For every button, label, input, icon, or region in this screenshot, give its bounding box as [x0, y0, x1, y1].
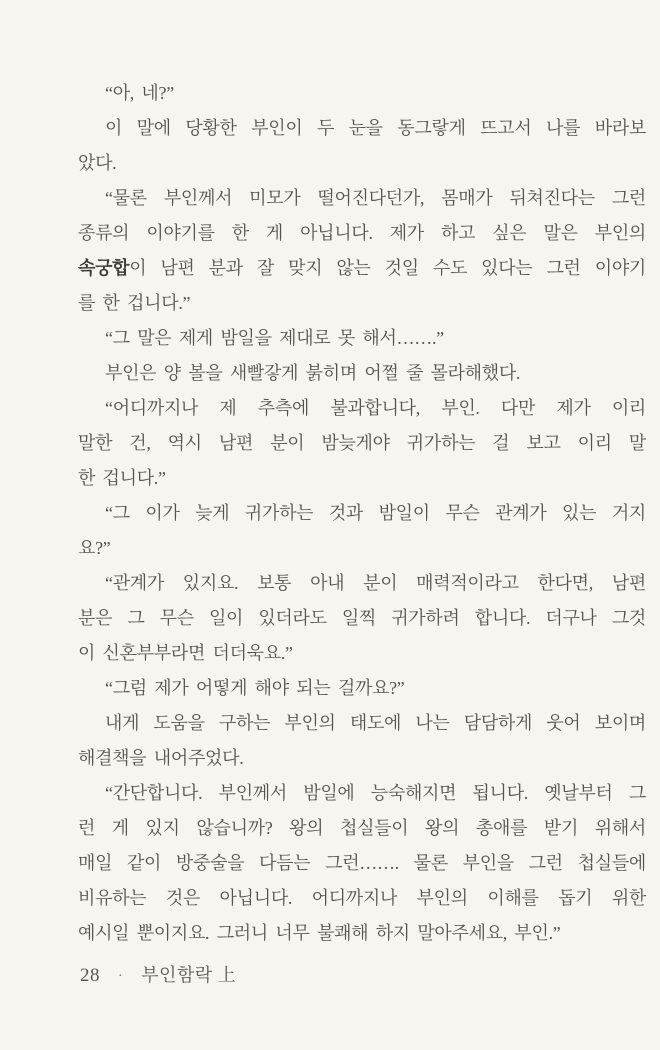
body-line	[78, 216, 646, 251]
body-line	[78, 146, 646, 181]
text-segment: “간단합니다. 부인께서 밤일에 능숙해지면 됩니다. 옛날부터 그	[105, 783, 646, 803]
text-segment: 를 한 겁니다.”	[78, 293, 191, 313]
text-segment: 예시일 뿐이지요. 그러니 너무 불쾌해 하지 말아주세요, 부인.”	[78, 923, 561, 943]
body-line	[78, 811, 646, 846]
text-segment: 종류의 이야기를 한 게 아닙니다. 제가 하고 싶은 말은 부인의	[78, 223, 646, 243]
text-segment: 이 남편 분과 잘 맞지 않는 것일 수도 있다는 그런 이야기	[129, 258, 646, 278]
text-segment: 해결책을 내어주었다.	[78, 748, 244, 768]
body-line	[78, 776, 646, 811]
text-segment: 요?”	[78, 538, 111, 558]
body-line	[78, 286, 646, 321]
body-line	[78, 916, 646, 951]
novel-body-text	[78, 76, 646, 951]
footer-separator-dot: ·	[118, 969, 124, 984]
body-line	[78, 671, 646, 706]
body-line	[78, 496, 646, 531]
text-segment: “어디까지나 제 추측에 불과합니다, 부인. 다만 제가 이리	[105, 398, 646, 418]
text-segment: “물론 부인께서 미모가 떨어진다던가, 몸매가 뒤쳐진다는 그런	[105, 188, 646, 208]
body-line	[78, 461, 646, 496]
body-line	[78, 426, 646, 461]
body-line	[78, 356, 646, 391]
text-segment: 았다.	[78, 153, 117, 173]
body-line	[78, 741, 646, 776]
body-line	[78, 76, 646, 111]
text-segment: 말한 건, 역시 남편 분이 밤늦게야 귀가하는 걸 보고 이리 말	[78, 433, 646, 453]
page-footer	[80, 960, 236, 992]
text-segment: 이 말에 당황한 부인이 두 눈을 동그랗게 뜨고서 나를 바라보	[105, 118, 646, 138]
book-title: 부인함락 上	[141, 965, 237, 985]
page-number: 28	[80, 965, 100, 986]
text-segment: 부인은 양 볼을 새빨갛게 붉히며 어쩔 줄 몰라해했다.	[105, 363, 521, 383]
text-segment: 내게 도움을 구하는 부인의 태도에 나는 담담하게 웃어 보이며	[105, 713, 646, 733]
text-segment: “그럼 제가 어떻게 해야 되는 걸까요?”	[105, 678, 405, 698]
text-segment: “아, 네?”	[105, 83, 174, 103]
text-segment: “그 말은 제게 밤일을 제대로 못 해서…….”	[105, 328, 444, 348]
body-line	[78, 321, 646, 356]
text-segment: “그 이가 늦게 귀가하는 것과 밤일이 무슨 관계가 있는 거지	[105, 503, 646, 523]
body-line	[78, 566, 646, 601]
body-line	[78, 251, 646, 286]
text-segment: 런 게 있지 않습니까? 왕의 첩실들이 왕의 총애를 받기 위해서	[78, 818, 646, 838]
body-line	[78, 881, 646, 916]
text-segment: 한 겁니다.”	[78, 468, 166, 488]
body-line	[78, 846, 646, 881]
body-line	[78, 181, 646, 216]
emphasized-text: 속궁합	[78, 258, 130, 278]
body-line	[78, 601, 646, 636]
body-line	[78, 531, 646, 566]
body-line	[78, 706, 646, 741]
text-segment: 이 신혼부부라면 더더욱요.”	[78, 643, 293, 663]
text-segment: “관계가 있지요. 보통 아내 분이 매력적이라고 한다면, 남편	[105, 573, 646, 593]
text-segment: 매일 같이 방중술을 다듬는 그런……. 물론 부인을 그런 첩실들에	[78, 853, 646, 873]
text-segment: 분은 그 무슨 일이 있더라도 일찍 귀가하려 합니다. 더구나 그것	[78, 608, 646, 628]
text-segment: 비유하는 것은 아닙니다. 어디까지나 부인의 이해를 돕기 위한	[78, 888, 646, 908]
body-line	[78, 111, 646, 146]
body-line	[78, 636, 646, 671]
body-line	[78, 391, 646, 426]
